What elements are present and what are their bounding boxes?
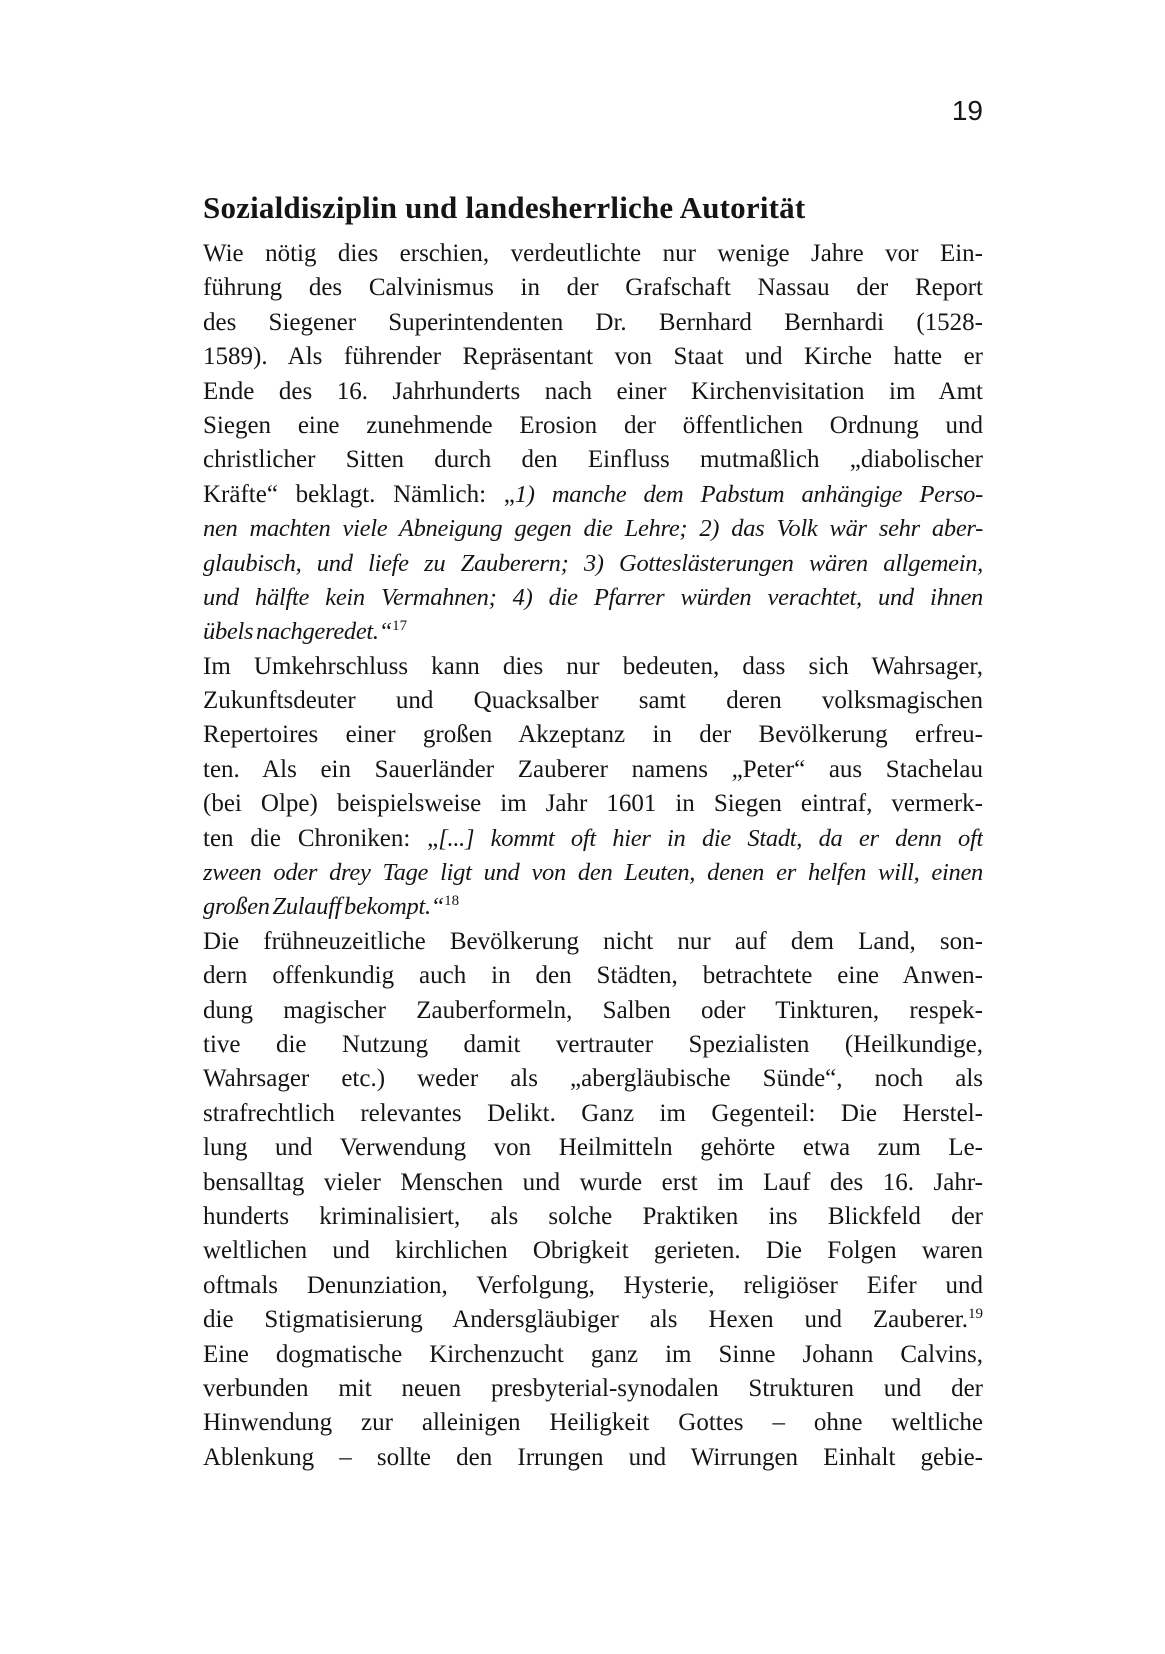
text-run: (bei Olpe) beispielsweise im Jahr 1601 in Siegen eintraf, vermerk- [203, 790, 983, 818]
text-run: hunderts kriminalisiert, als solche Praktiken ins Blickfeld der [203, 1202, 983, 1230]
text-run: Die frühneuzeitliche Bevölkerung nicht nur auf dem Land, son- [203, 927, 983, 955]
text-run: des Siegener Superintendenten Dr. Bernhard Bernhardi (1528- [203, 308, 983, 336]
text-run: strafrechtlich relevantes Delikt. Ganz im Gegenteil: Die Herstel- [203, 1099, 983, 1127]
text-line [203, 718, 983, 752]
text-line [203, 1303, 983, 1337]
footnote-ref: 17 [392, 618, 408, 635]
text-line [203, 271, 983, 305]
text-run: 1589). Als führender Repräsentant von Staat und Kirche hatte er [203, 343, 983, 371]
text-line [203, 1372, 983, 1406]
page-header [203, 96, 983, 126]
text-run: glaubisch, und liefe zu Zauberern; 3) Gotteslästerungen wären allgemein, [203, 549, 983, 577]
text-run: Kräfte“ beklagt. Nämlich: „ [203, 480, 515, 508]
text-run: Eine dogmatische Kirchenzucht ganz im Sinne Johann Calvins, [203, 1340, 983, 1368]
text-line [203, 890, 983, 924]
text-run: ten. Als ein Sauerländer Zauberer namens „Peter“ aus Stachelau [203, 755, 983, 783]
text-line [203, 547, 983, 581]
text-line [203, 512, 983, 546]
text-line [203, 237, 983, 271]
footnote-ref: 19 [968, 1306, 983, 1323]
text-run: nen machten viele Abneigung gegen die Lehre; 2) das Volk wär sehr aber- [203, 515, 983, 543]
text-run: tive die Nutzung damit vertrauter Spezialisten (Heilkundige, [203, 1030, 983, 1058]
text-run: weltlichen und kirchlichen Obrigkeit gerieten. Die Folgen waren [203, 1237, 983, 1265]
text-line [203, 1338, 983, 1372]
text-line [203, 1200, 983, 1234]
text-line [203, 959, 983, 993]
text-run: ten die Chroniken: „ [203, 824, 439, 852]
text-line [203, 925, 983, 959]
text-line [203, 581, 983, 615]
text-line [203, 822, 983, 856]
text-run: lung und Verwendung von Heilmitteln gehörte etwa zum Le- [203, 1134, 983, 1162]
paragraph [203, 925, 983, 1475]
text-block [203, 190, 983, 1475]
text-line [203, 1062, 983, 1096]
text-line [203, 650, 983, 684]
text-run: Ende des 16. Jahrhunderts nach einer Kirchenvisitation im Amt [203, 377, 983, 405]
text-line [203, 1028, 983, 1062]
paragraph [203, 650, 983, 925]
text-run: führung des Calvinismus in der Grafschaft Nassau der Report [203, 274, 983, 302]
text-line [203, 1131, 983, 1165]
text-run: Wahrsager etc.) weder als „abergläubische Sünde“, noch als [203, 1065, 983, 1093]
text-line [203, 340, 983, 374]
footnote-ref: 18 [444, 893, 460, 910]
text-line [203, 1097, 983, 1131]
text-run: oftmals Denunziation, Verfolgung, Hysterie, religiöser Eifer und [203, 1271, 983, 1299]
text-run: dung magischer Zauberformeln, Salben oder Tinkturen, respek- [203, 996, 983, 1024]
text-line [203, 1406, 983, 1440]
text-line [203, 443, 983, 477]
text-run: [...] kommt oft hier in die Stadt, da er denn oft [438, 824, 983, 852]
text-line [203, 306, 983, 340]
text-run: großen Zulauff bekompt.“ [203, 893, 445, 921]
text-run: Wie nötig dies erschien, verdeutlichte nur wenige Jahre vor Ein- [203, 240, 983, 267]
body-text [203, 237, 983, 1475]
text-line [203, 856, 983, 890]
text-run: Zukunftsdeuter und Quacksalber samt deren volksmagischen [203, 687, 983, 715]
text-line [203, 787, 983, 821]
text-line [203, 1166, 983, 1200]
text-line [203, 753, 983, 787]
text-run: 1) manche dem Pabstum anhängige Perso- [514, 480, 983, 508]
text-run: Siegen eine zunehmende Erosion der öffentlichen Ordnung und [203, 411, 983, 439]
text-run: verbunden mit neuen presbyterial-synodalen Strukturen und der [203, 1374, 983, 1402]
paragraph [203, 237, 983, 650]
text-run: Im Umkehrschluss kann dies nur bedeuten, dass sich Wahrsager, [203, 652, 983, 680]
text-run: Repertoires einer großen Akzeptanz in der Bevölkerung erfreu- [203, 721, 983, 749]
text-run: bensalltag vieler Menschen und wurde erst im Lauf des 16. Jahr- [203, 1168, 983, 1196]
text-line [203, 478, 983, 512]
text-run: Ablenkung – sollte den Irrungen und Wirrungen Einhalt gebie- [203, 1443, 983, 1471]
text-run: dern offenkundig auch in den Städten, betrachtete eine Anwen- [203, 962, 983, 990]
text-line [203, 684, 983, 718]
text-run: übels nachgeredet.“ [203, 618, 393, 646]
text-line [203, 409, 983, 443]
text-run: Hinwendung zur alleinigen Heiligkeit Gottes – ohne weltliche [203, 1409, 983, 1437]
text-line [203, 615, 983, 649]
text-run: die Stigmatisierung Andersgläubiger als Hexen und Zauberer. [203, 1306, 968, 1334]
text-line [203, 1234, 983, 1268]
page-number: 19 [951, 95, 983, 126]
text-run: und hälfte kein Vermahnen; 4) die Pfarrer würden verachtet, und ihnen [203, 583, 983, 611]
text-line [203, 1441, 983, 1475]
text-run: christlicher Sitten durch den Einfluss mutmaßlich „diabolischer [203, 446, 983, 474]
section-heading: Sozialdisziplin und landesherrliche Autorität [203, 190, 806, 225]
text-line [203, 994, 983, 1028]
text-line [203, 1269, 983, 1303]
text-line [203, 375, 983, 409]
text-run: zween oder drey Tage ligt und von den Leuten, denen er helfen will, einen [203, 859, 983, 887]
